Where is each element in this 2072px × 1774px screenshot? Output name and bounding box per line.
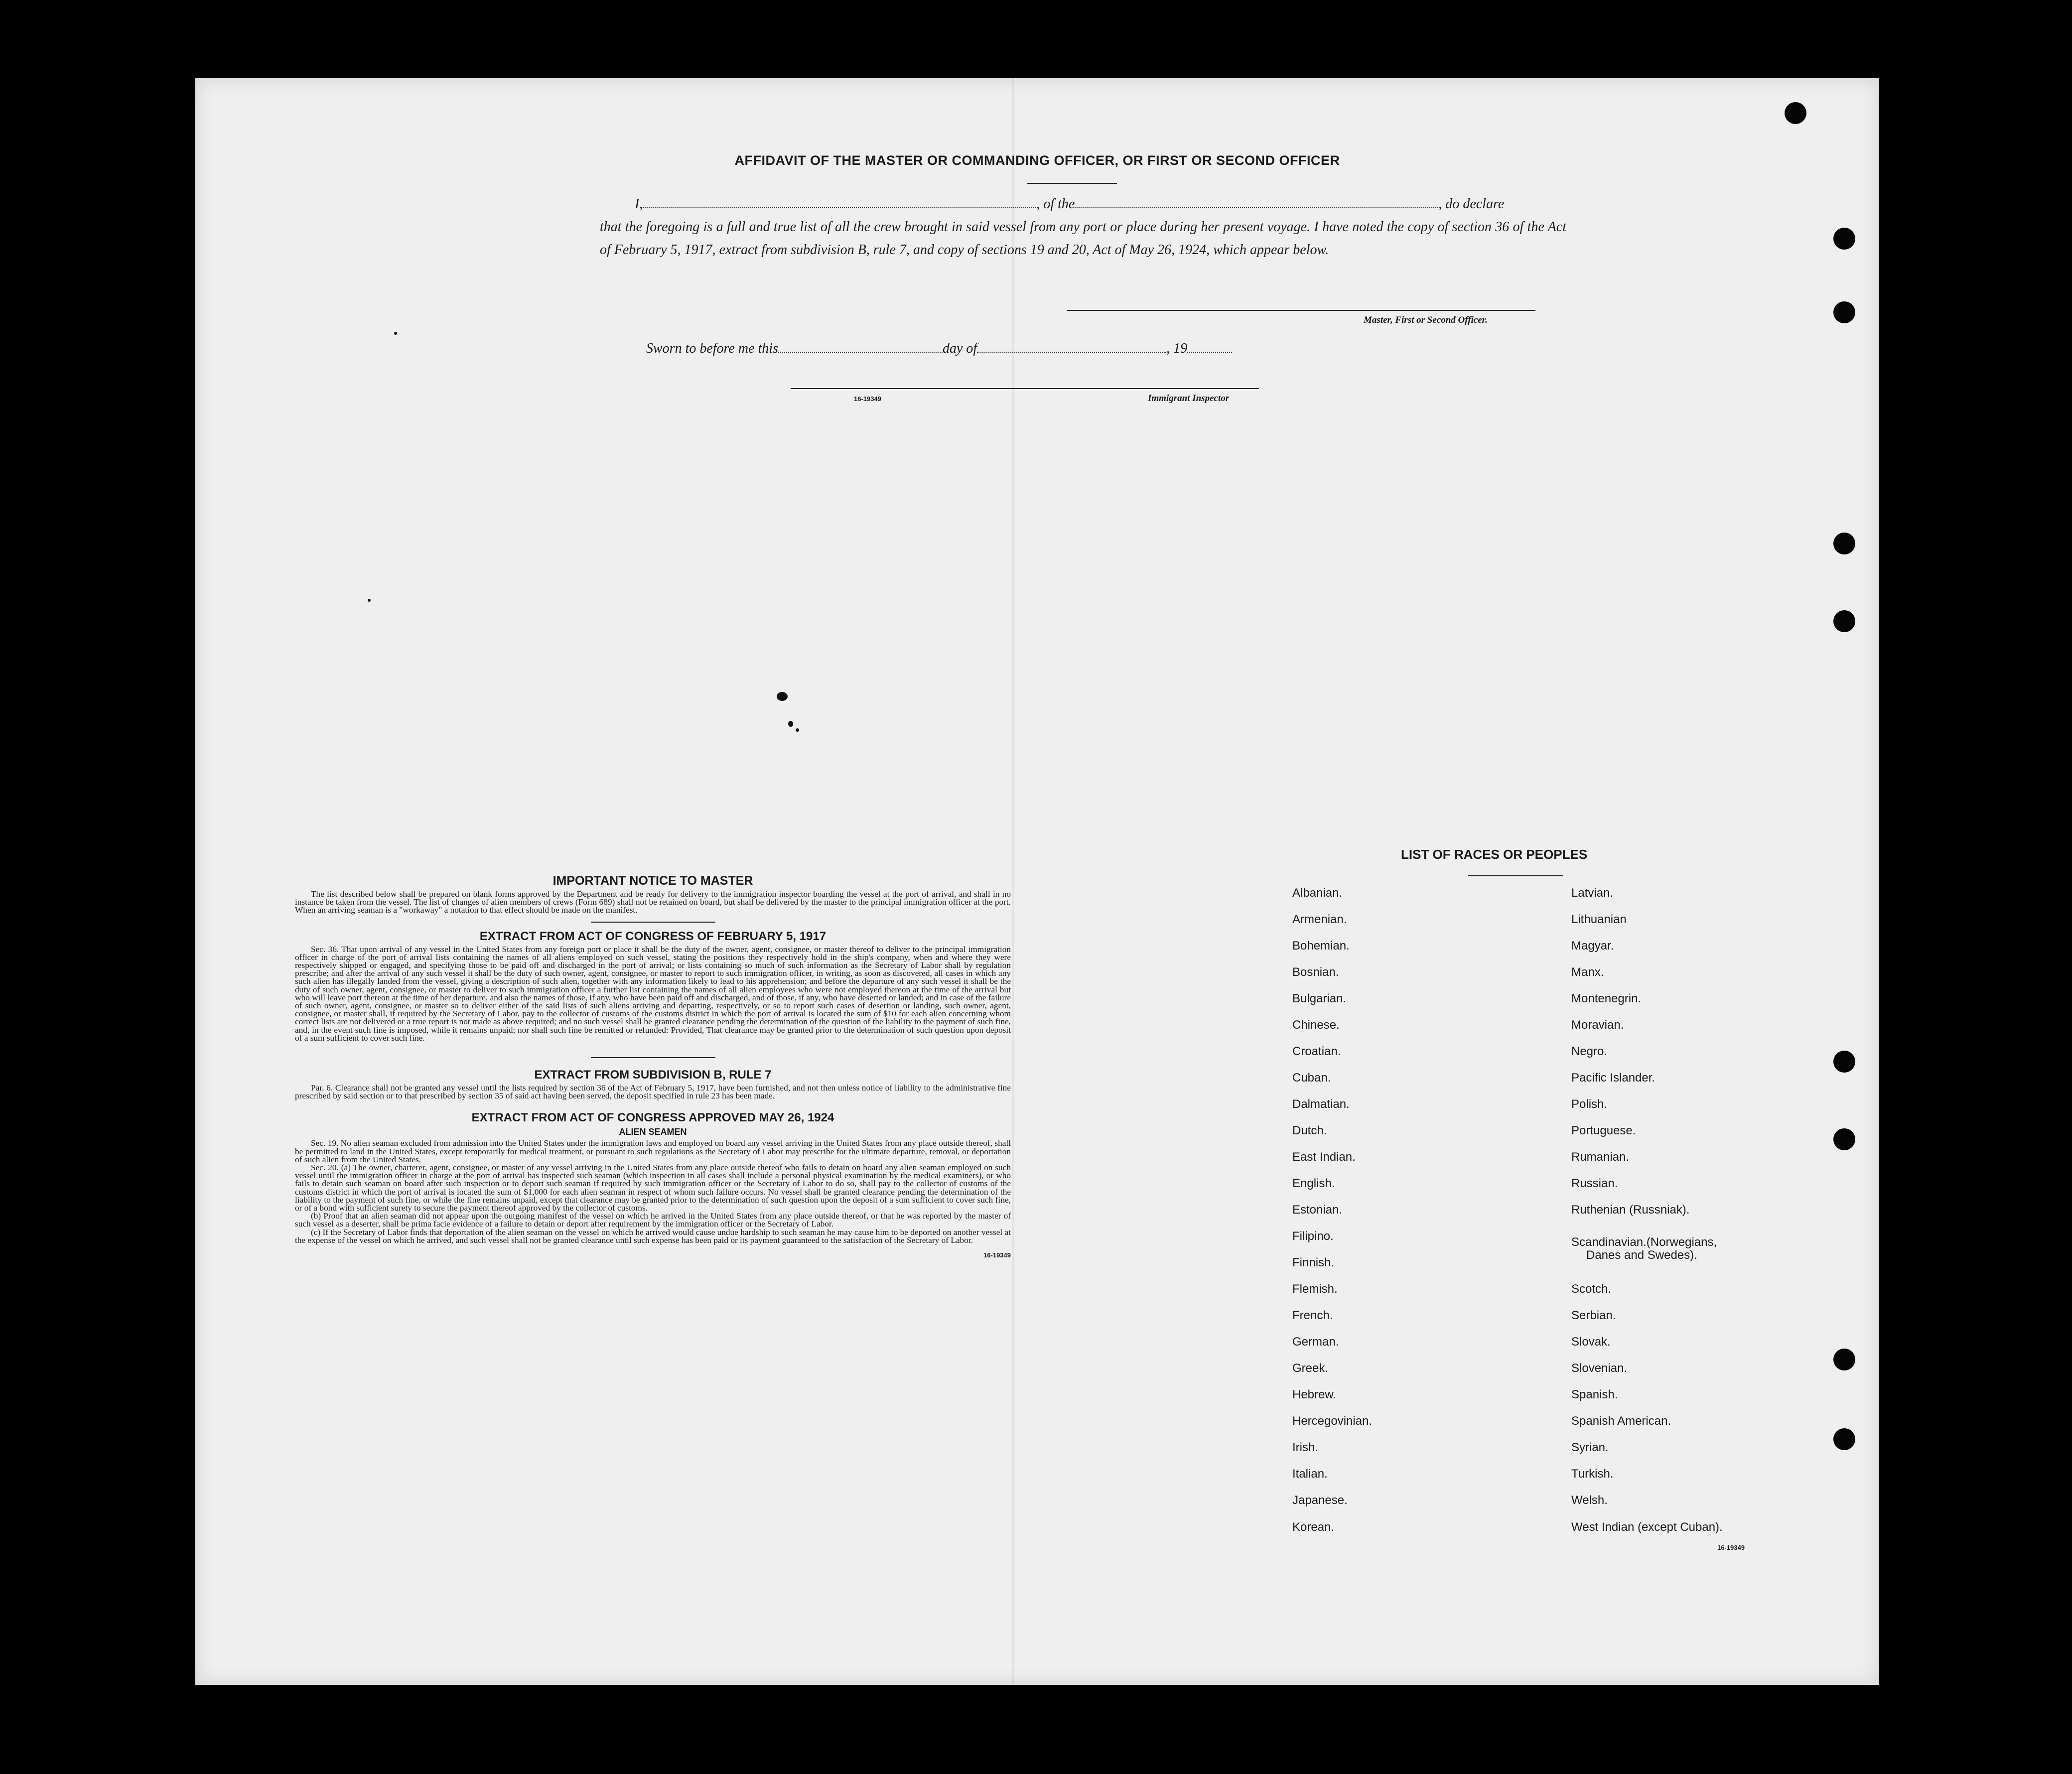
- ink-blot: [777, 692, 788, 701]
- year-label: , 19: [1166, 341, 1188, 356]
- race-item: Hebrew.: [1292, 1388, 1337, 1401]
- extract1-title: EXTRACT FROM ACT OF CONGRESS OF FEBRUARY 5, 1917: [479, 929, 827, 943]
- ink-blot: [788, 721, 793, 727]
- affidavit-title: AFFIDAVIT OF THE MASTER OR COMMANDING OFFICER, OR FIRST OR SECOND OFFICER: [734, 153, 1340, 168]
- race-item: Scandinavian.(Norwegians,: [1571, 1235, 1717, 1249]
- race-item: Chinese.: [1292, 1018, 1340, 1032]
- race-item: Albanian.: [1292, 886, 1343, 900]
- race-item: Russian.: [1571, 1177, 1618, 1190]
- race-item: Serbian.: [1571, 1309, 1616, 1322]
- day-of-label: day of: [942, 341, 977, 356]
- race-item: Magyar.: [1571, 939, 1614, 953]
- of-the-label: , of the: [1036, 196, 1075, 212]
- i-label: I,: [635, 196, 643, 212]
- name-field[interactable]: [643, 195, 1036, 208]
- notice-intro: The list described below shall be prepared on blank forms approved by the Department and be ready for delivery to the immigration inspector boarding the vessel at the port of arrival, and shall in no instance be taken from the vessel. The list of changes of alien members of crews (Form 689) shall not be retained on board, but shall be delivered by the master to the principal immigration officer at the port. When an arriving seaman is a "workaway" a notation to that effect should be made on the manifest.: [295, 889, 1011, 915]
- race-item: Danes and Swedes).: [1586, 1248, 1697, 1262]
- race-item: Montenegrin.: [1571, 992, 1642, 1005]
- inspector-signature-line: [791, 388, 1259, 389]
- affidavit-body: that the foregoing is a full and true list of all the crew brought in said vessel from any port or place during her present voyage. I have noted the copy of section 36 of the Act of February 5, 1917, extract from subdivision B, rule 7, and copy of sections 19 and 20, Act of May 26, 1924, which appear below.: [600, 219, 1566, 258]
- race-item: Greek.: [1292, 1362, 1329, 1375]
- punch-hole: [1833, 533, 1855, 554]
- sec20b-text: (b) Proof that an alien seaman did not appear upon the outgoing manifest of the vessel on which he arrived in the United States from any place outside thereof, or that he was reported by the master of such vessel as a deserter, shall be prima facie evidence of a failure to detain or deport after requirement by the immigration officer or the Secretary of Labor.: [295, 1211, 1011, 1229]
- separator: [591, 922, 715, 923]
- races-title: LIST OF RACES OR PEOPLES: [1401, 847, 1588, 862]
- races-title-underline: [1468, 875, 1563, 876]
- ink-blot: [796, 728, 799, 732]
- race-item: Syrian.: [1571, 1441, 1609, 1454]
- punch-hole: [1833, 1428, 1855, 1450]
- race-item: Ruthenian (Russniak).: [1571, 1203, 1690, 1217]
- notice-title: IMPORTANT NOTICE TO MASTER: [553, 874, 753, 888]
- race-item: Portuguese.: [1571, 1124, 1636, 1137]
- race-item: Scotch.: [1571, 1282, 1612, 1296]
- race-item: East Indian.: [1292, 1150, 1356, 1164]
- extract2-title: EXTRACT FROM SUBDIVISION B, RULE 7: [534, 1068, 772, 1082]
- punch-hole: [1833, 1051, 1855, 1073]
- race-item: West Indian (except Cuban).: [1571, 1520, 1723, 1534]
- race-item: Spanish American.: [1571, 1414, 1671, 1428]
- ink-blot: [368, 599, 371, 602]
- signature-label: Master, First or Second Officer.: [1364, 315, 1488, 325]
- form-number: 16-19349: [983, 1251, 1011, 1259]
- sec19-text: Sec. 19. No alien seaman excluded from admission into the United States under the immigration laws and employed on board any vessel arriving in the United States from any place outside thereof, shall be permitted to land in the United States, except temporarily for medical treatment, or pursuant to such regulations as the Secretary of Labor may prescribe for the ultimate departure, removal, or deportation of such alien from the United States.: [295, 1138, 1011, 1164]
- race-item: Hercegovinian.: [1292, 1414, 1373, 1428]
- race-item: Croatian.: [1292, 1045, 1341, 1058]
- race-item: Negro.: [1571, 1045, 1608, 1058]
- punch-hole: [1833, 1128, 1855, 1150]
- race-item: Polish.: [1571, 1097, 1608, 1111]
- punch-hole: [1833, 228, 1855, 250]
- title-underline: [1027, 183, 1117, 184]
- race-item: Slovak.: [1571, 1335, 1611, 1349]
- race-item: Latvian.: [1571, 886, 1614, 900]
- race-item: Rumanian.: [1571, 1150, 1630, 1164]
- punch-hole: [1833, 610, 1855, 632]
- fold-line: [1012, 78, 1014, 1685]
- notice-section: [295, 874, 1011, 1259]
- race-item: Manx.: [1571, 965, 1604, 979]
- extract3-title: EXTRACT FROM ACT OF CONGRESS APPROVED MAY 26, 1924: [471, 1111, 834, 1125]
- race-item: Estonian.: [1292, 1203, 1343, 1217]
- separator: [591, 1057, 715, 1058]
- race-item: Spanish.: [1571, 1388, 1618, 1401]
- ink-blot: [394, 332, 397, 335]
- race-item: Moravian.: [1571, 1018, 1624, 1032]
- race-item: Slovenian.: [1571, 1362, 1628, 1375]
- race-item: Irish.: [1292, 1441, 1319, 1454]
- punch-hole: [1785, 102, 1806, 124]
- declare-label: , do declare: [1438, 196, 1505, 212]
- race-item: French.: [1292, 1309, 1333, 1322]
- form-number: 16-19349: [1717, 1544, 1745, 1551]
- race-item: Bohemian.: [1292, 939, 1350, 953]
- race-item: Italian.: [1292, 1467, 1328, 1481]
- race-item: Dutch.: [1292, 1124, 1327, 1137]
- race-item: Korean.: [1292, 1520, 1335, 1534]
- extract2-text: Par. 6. Clearance shall not be granted any vessel until the lists required by section 36 of the Act of February 5, 1917, have been furnished, and not then unless notice of liability to the administrative fine prescribed by said section or to that prescribed by section 35 of said act having been served, the deposit specified in rule 23 has been made.: [295, 1083, 1011, 1101]
- race-item: Welsh.: [1571, 1494, 1608, 1507]
- race-item: English.: [1292, 1177, 1335, 1190]
- race-item: Finnish.: [1292, 1256, 1335, 1269]
- race-item: Bosnian.: [1292, 965, 1339, 979]
- punch-hole: [1833, 1349, 1855, 1370]
- affidavit-text: [600, 193, 1566, 262]
- form-number: 16-19349: [854, 395, 881, 403]
- race-item: Dalmatian.: [1292, 1097, 1350, 1111]
- inspector-label: Immigrant Inspector: [1148, 393, 1230, 404]
- race-item: Pacific Islander.: [1571, 1071, 1656, 1085]
- punch-hole: [1833, 301, 1855, 323]
- sec20a-text: Sec. 20. (a) The owner, charterer, agent, consignee, or master of any vessel arriving in the United States from any place outside thereof who fails to detain on board any alien seaman employed on such vessel until the immigration officer in charge at the port of arrival has inspected such seaman (which inspection in all cases shall include a personal physical examination by the medical examiners), or who fails to detain such seaman on board after such inspection or to deport such seaman if required by such immigration officer or the Secretary of Labor to do so, shall pay to the collector of customs of the customs district in which the port of arrival is located the sum of $1,000 for each alien seaman in respect of whom such failure occurs. No vessel shall be granted clearance pending the determination of the liability to the payment of such fine, or while the fine remains unpaid, except that clearance may be granted prior to the determination of such question upon the deposit of a sum sufficient to cover such fine, or of a bond with sufficient surety to secure the payment thereof approved by the collector of customs.: [295, 1163, 1011, 1213]
- race-item: German.: [1292, 1335, 1339, 1349]
- race-item: Bulgarian.: [1292, 992, 1347, 1005]
- race-item: Flemish.: [1292, 1282, 1338, 1296]
- declaration-line: [600, 193, 1566, 216]
- race-item: Armenian.: [1292, 913, 1347, 926]
- race-item: Lithuanian: [1571, 913, 1627, 926]
- race-item: Filipino.: [1292, 1229, 1334, 1243]
- signature-line: [1067, 310, 1535, 311]
- race-item: Cuban.: [1292, 1071, 1331, 1085]
- extract3-subtitle: ALIEN SEAMEN: [619, 1127, 687, 1137]
- sec20c-text: (c) If the Secretary of Labor finds that deportation of the alien seaman on the vessel on which he arrived would cause undue hardship to such seaman he may cause him to be deported on another vessel at the expense of the vessel on which he arrived, and such vessel shall not be granted clearance until such expense has been paid or its payment guaranteed to the satisfaction of the Secretary of Labor.: [295, 1227, 1011, 1245]
- race-item: Turkish.: [1571, 1467, 1614, 1481]
- sworn-year-field[interactable]: [1187, 340, 1232, 353]
- sworn-day-field[interactable]: [778, 340, 943, 353]
- extract1-text: Sec. 36. That upon arrival of any vessel in the United States from any foreign port or place it shall be the duty of the owner, agent, consignee, or master thereof to deliver to the principal immigration officer in charge of the port of arrival lists containing the names of all aliens employed on such vessel, stating the positions they respectively hold in the ship's company, when and where they were respectively shipped or engaged, and specifying those to be paid off and discharged in the port of arrival; or lists containing so much of such information as the Secretary of Labor shall by regulation prescribe; and after the arrival of any such vessel it shall be the duty of such owner, agent, consignee, or master to report to such immigration officer, in writing, as soon as discovered, all cases in which any such alien has illegally landed from the vessel, giving a description of such alien, together with any information likely to lead to his apprehension; and before the departure of any such vessel it shall be the duty of such owner, agent, consignee, or master to deliver to such immigration officer a further list containing the names of all alien employees who were not employed thereon at the time of the arrival but who will leave port thereon at the time of her departure, and also the names of those, if any, who have been paid off and discharged, and of those, if any, who have deserted or landed; and in case of the failure of such owner, agent, consignee, or master so to deliver either of the said lists of such aliens arriving and departing, respectively, or so to report such cases of desertion or landing, such owner, agent, consignee, or master shall, if required by the Secretary of Labor, pay to the collector of customs of the customs district in which the port of arrival is located the sum of $10 for each alien concerning whom correct lists are not delivered or a true report is not made as above required; and no such vessel shall be granted clearance pending the determination of the question of the liability to the payment of such fine, and, in the event such fine is imposed, while it remains unpaid; nor shall such fine be remitted or refunded: Provided, That clearance may be granted prior to the determination of such question upon deposit of a sum sufficient to cover such fine.: [295, 944, 1011, 1043]
- sworn-line: [646, 340, 1232, 357]
- vessel-field[interactable]: [1075, 195, 1438, 208]
- document-page: [195, 78, 1879, 1685]
- sworn-label: Sworn to before me this: [646, 341, 778, 356]
- sworn-month-field[interactable]: [977, 340, 1166, 353]
- race-item: Japanese.: [1292, 1494, 1348, 1507]
